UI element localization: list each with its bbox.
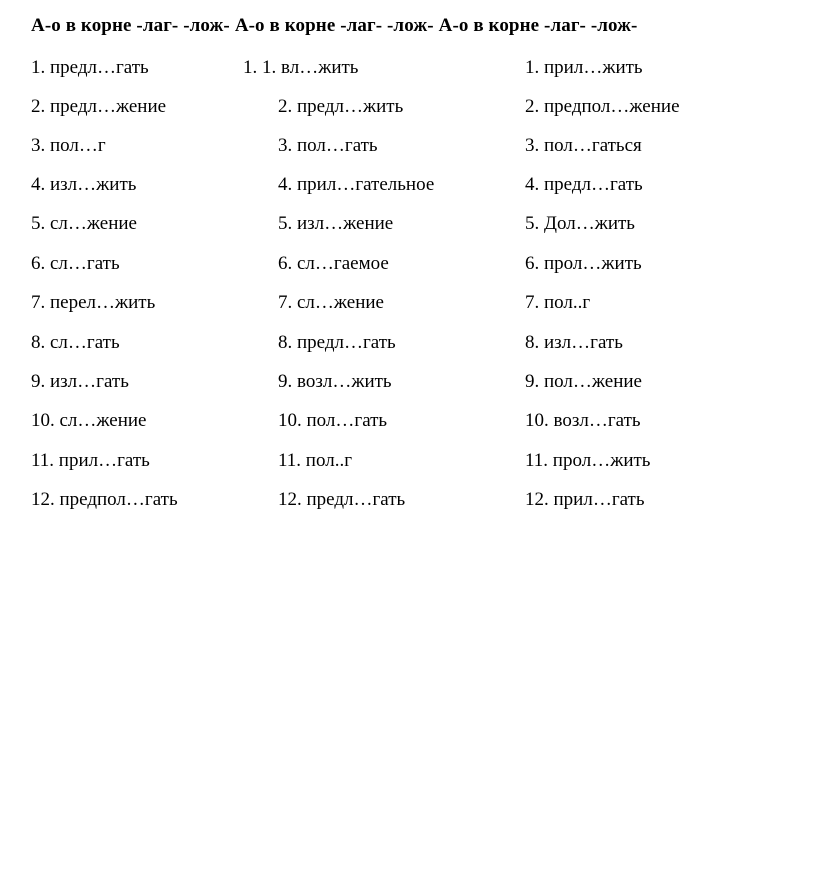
exercise-row-5	[0, 211, 816, 237]
column-1-item: 1. предл…гать	[31, 57, 149, 78]
exercise-row-4	[0, 172, 816, 198]
exercise-row-10	[0, 408, 816, 434]
column-1-item: 5. сл…жение	[31, 213, 137, 234]
column-2-item: 4. прил…гательное	[278, 174, 435, 195]
column-3-item: 6. прол…жить	[525, 253, 642, 274]
column-2-item: 5. изл…жение	[278, 213, 394, 234]
column-1-item: 3. пол…г	[31, 135, 106, 156]
exercise-row-2	[0, 94, 816, 120]
heading-part-3: А-о в корне -лаг- -лож-	[438, 15, 638, 36]
exercise-row-6	[0, 251, 816, 277]
column-3-item: 7. пол..г	[525, 292, 591, 313]
column-1-item: 7. перел…жить	[31, 292, 156, 313]
exercise-row-8	[0, 330, 816, 356]
column-1-item: 8. сл…гать	[31, 332, 120, 353]
column-3-item: 8. изл…гать	[525, 332, 623, 353]
column-1-item: 4. изл…жить	[31, 174, 137, 195]
column-2-item: 2. предл…жить	[278, 96, 404, 117]
heading-part-2: А-о в корне -лаг- -лож-	[234, 15, 434, 36]
column-1-item: 10. сл…жение	[31, 410, 147, 431]
column-3-item: 3. пол…гаться	[525, 135, 642, 156]
column-2-item: 6. сл…гаемое	[278, 253, 389, 274]
column-2-item: 11. пол..г	[278, 450, 352, 471]
column-3-item: 12. прил…гать	[525, 489, 645, 510]
column-3-item: 2. предпол…жение	[525, 96, 680, 117]
column-1-item: 6. сл…гать	[31, 253, 120, 274]
column-3-item: 9. пол…жение	[525, 371, 642, 392]
column-2-item: 3. пол…гать	[278, 135, 378, 156]
exercise-row-7	[0, 290, 816, 316]
column-1-item: 11. прил…гать	[31, 450, 150, 471]
column-3-item: 5. Дол…жить	[525, 213, 635, 234]
column-1-item: 2. предл…жение	[31, 96, 167, 117]
column-3-item: 4. предл…гать	[525, 174, 643, 195]
column-1-item: 9. изл…гать	[31, 371, 129, 392]
worksheet-heading	[31, 14, 642, 38]
column-2-item: 12. предл…гать	[278, 489, 406, 510]
exercise-row-1	[0, 55, 816, 81]
column-2-item: 7. сл…жение	[278, 292, 384, 313]
column-2-item: 1. 1. вл…жить	[243, 57, 359, 78]
exercise-row-12	[0, 487, 816, 513]
column-2-item: 8. предл…гать	[278, 332, 396, 353]
column-3-item: 10. возл…гать	[525, 410, 641, 431]
column-3-item: 1. прил…жить	[525, 57, 643, 78]
heading-part-1: А-о в корне -лаг- -лож-	[31, 15, 230, 36]
exercise-row-11	[0, 448, 816, 474]
column-2-item: 10. пол…гать	[278, 410, 388, 431]
exercise-row-9	[0, 369, 816, 395]
column-2-item: 9. возл…жить	[278, 371, 392, 392]
exercise-row-3	[0, 133, 816, 159]
column-1-item: 12. предпол…гать	[31, 489, 178, 510]
column-3-item: 11. прол…жить	[525, 450, 651, 471]
